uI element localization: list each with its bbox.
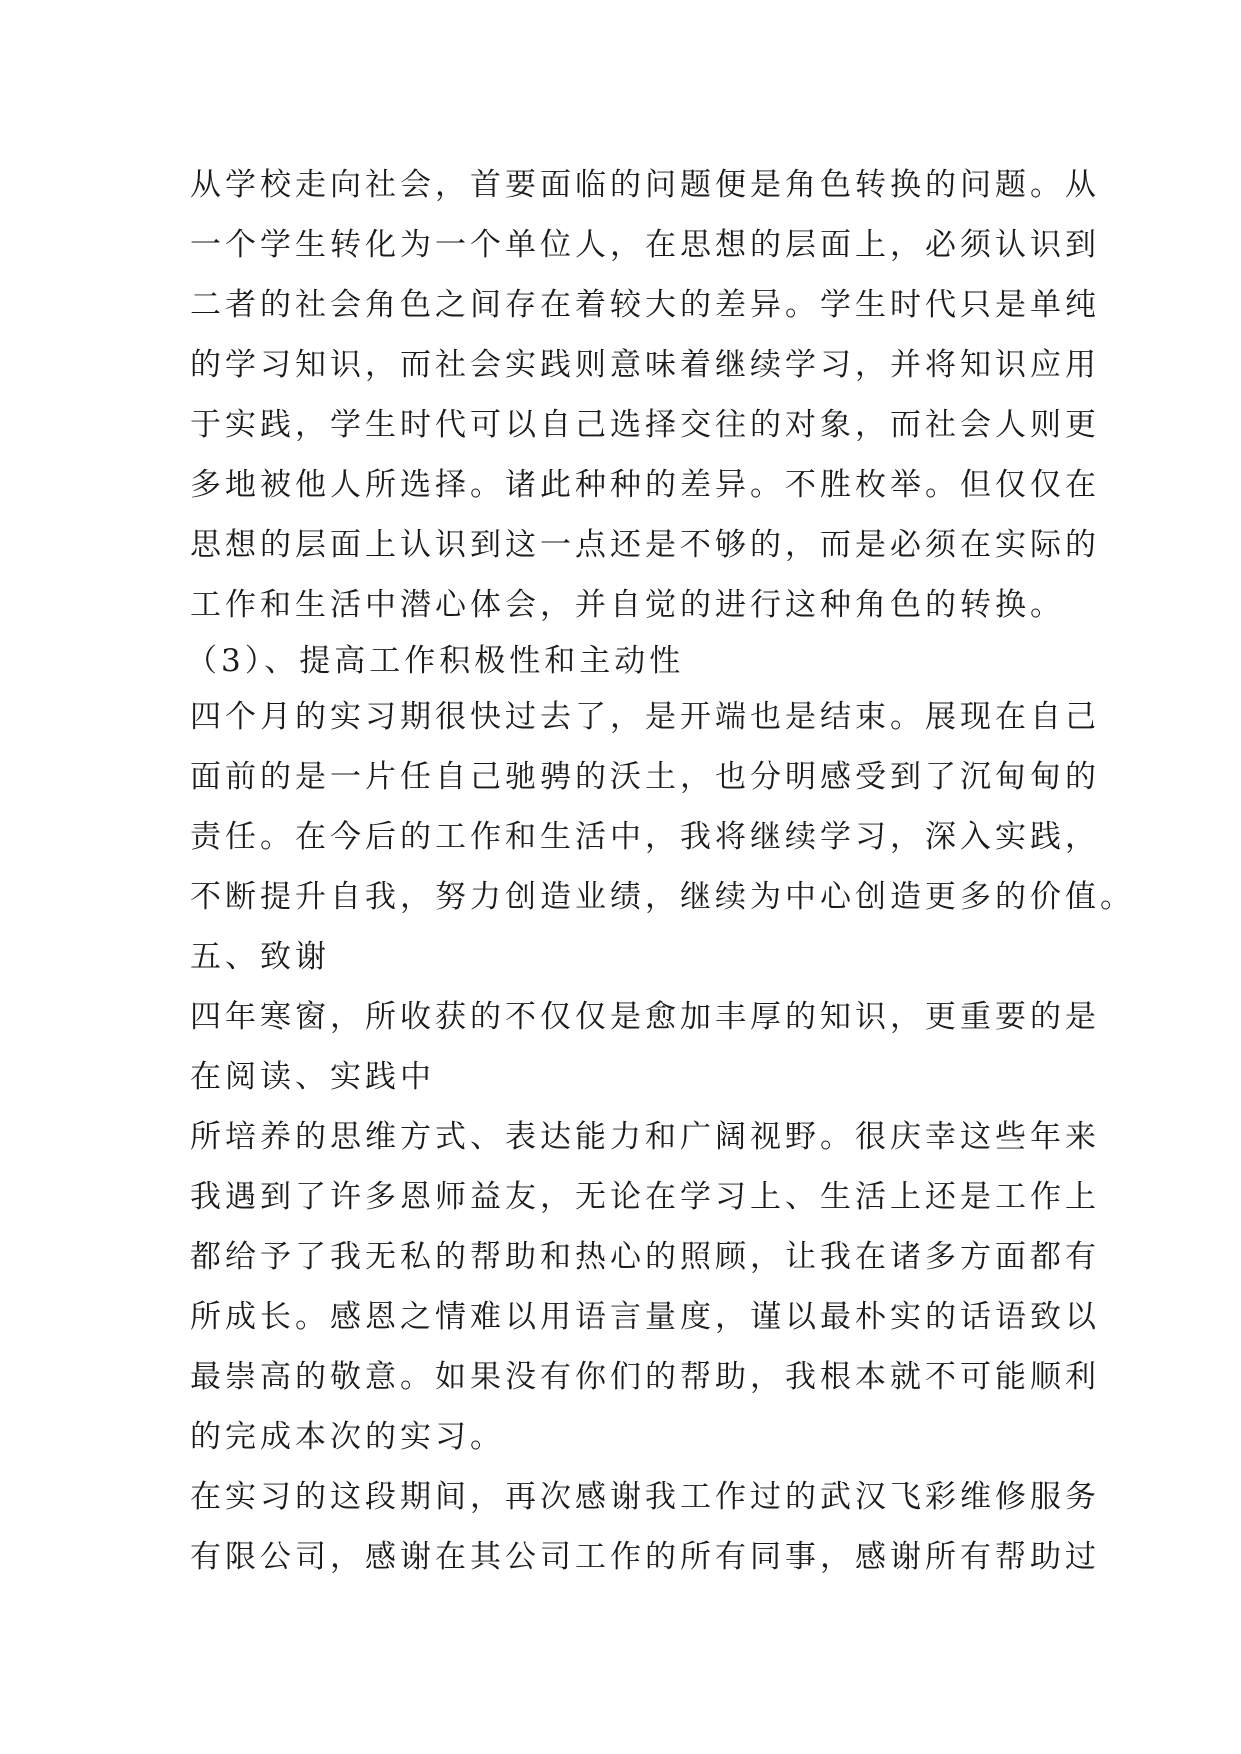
section-heading: 五、致谢 [190,939,330,975]
paragraph-line: 一个学生转化为一个单位人，在思想的层面上，必须认识到 [190,227,1100,263]
section-heading: （3）、提高工作积极性和主动性 [186,643,685,679]
paragraph-line: 二者的社会角色之间存在着较大的差异。学生时代只是单纯 [190,287,1100,323]
paragraph-line: 所成长。感恩之情难以用语言量度，谨以最朴实的话语致以 [190,1299,1100,1335]
paragraph-line: 思想的层面上认识到这一点还是不够的，而是必须在实际的 [190,527,1100,563]
paragraph-line: 四个月的实习期很快过去了，是开端也是结束。展现在自己 [190,699,1100,735]
paragraph-line: 的学习知识，而社会实践则意味着继续学习，并将知识应用 [190,347,1100,383]
paragraph-line: 四年寒窗，所收获的不仅仅是愈加丰厚的知识，更重要的是 [190,999,1100,1035]
paragraph-line: 最崇高的敬意。如果没有你们的帮助，我根本就不可能顺利 [190,1359,1100,1395]
paragraph-line: 在阅读、实践中 [190,1059,435,1095]
paragraph-line: 所培养的思维方式、表达能力和广阔视野。很庆幸这些年来 [190,1119,1100,1155]
paragraph-line: 都给予了我无私的帮助和热心的照顾，让我在诸多方面都有 [190,1239,1100,1275]
paragraph-line: 我遇到了许多恩师益友，无论在学习上、生活上还是工作上 [190,1179,1100,1215]
paragraph-line: 有限公司，感谢在其公司工作的所有同事，感谢所有帮助过 [190,1539,1100,1575]
paragraph-line: 不断提升自我，努力创造业绩，继续为中心创造更多的价值。 [190,879,1135,915]
paragraph-line: 于实践，学生时代可以自己选择交往的对象，而社会人则更 [190,407,1100,443]
paragraph-line: 责任。在今后的工作和生活中，我将继续学习，深入实践， [190,819,1100,855]
paragraph-line: 面前的是一片任自己驰骋的沃土，也分明感受到了沉甸甸的 [190,759,1100,795]
paragraph-line: 工作和生活中潜心体会，并自觉的进行这种角色的转换。 [190,587,1065,623]
paragraph-line: 从学校走向社会，首要面临的问题便是角色转换的问题。从 [190,167,1100,203]
paragraph-line: 在实习的这段期间，再次感谢我工作过的武汉飞彩维修服务 [190,1479,1100,1515]
paragraph-line: 的完成本次的实习。 [190,1419,505,1455]
paragraph-line: 多地被他人所选择。诸此种种的差异。不胜枚举。但仅仅在 [190,467,1100,503]
